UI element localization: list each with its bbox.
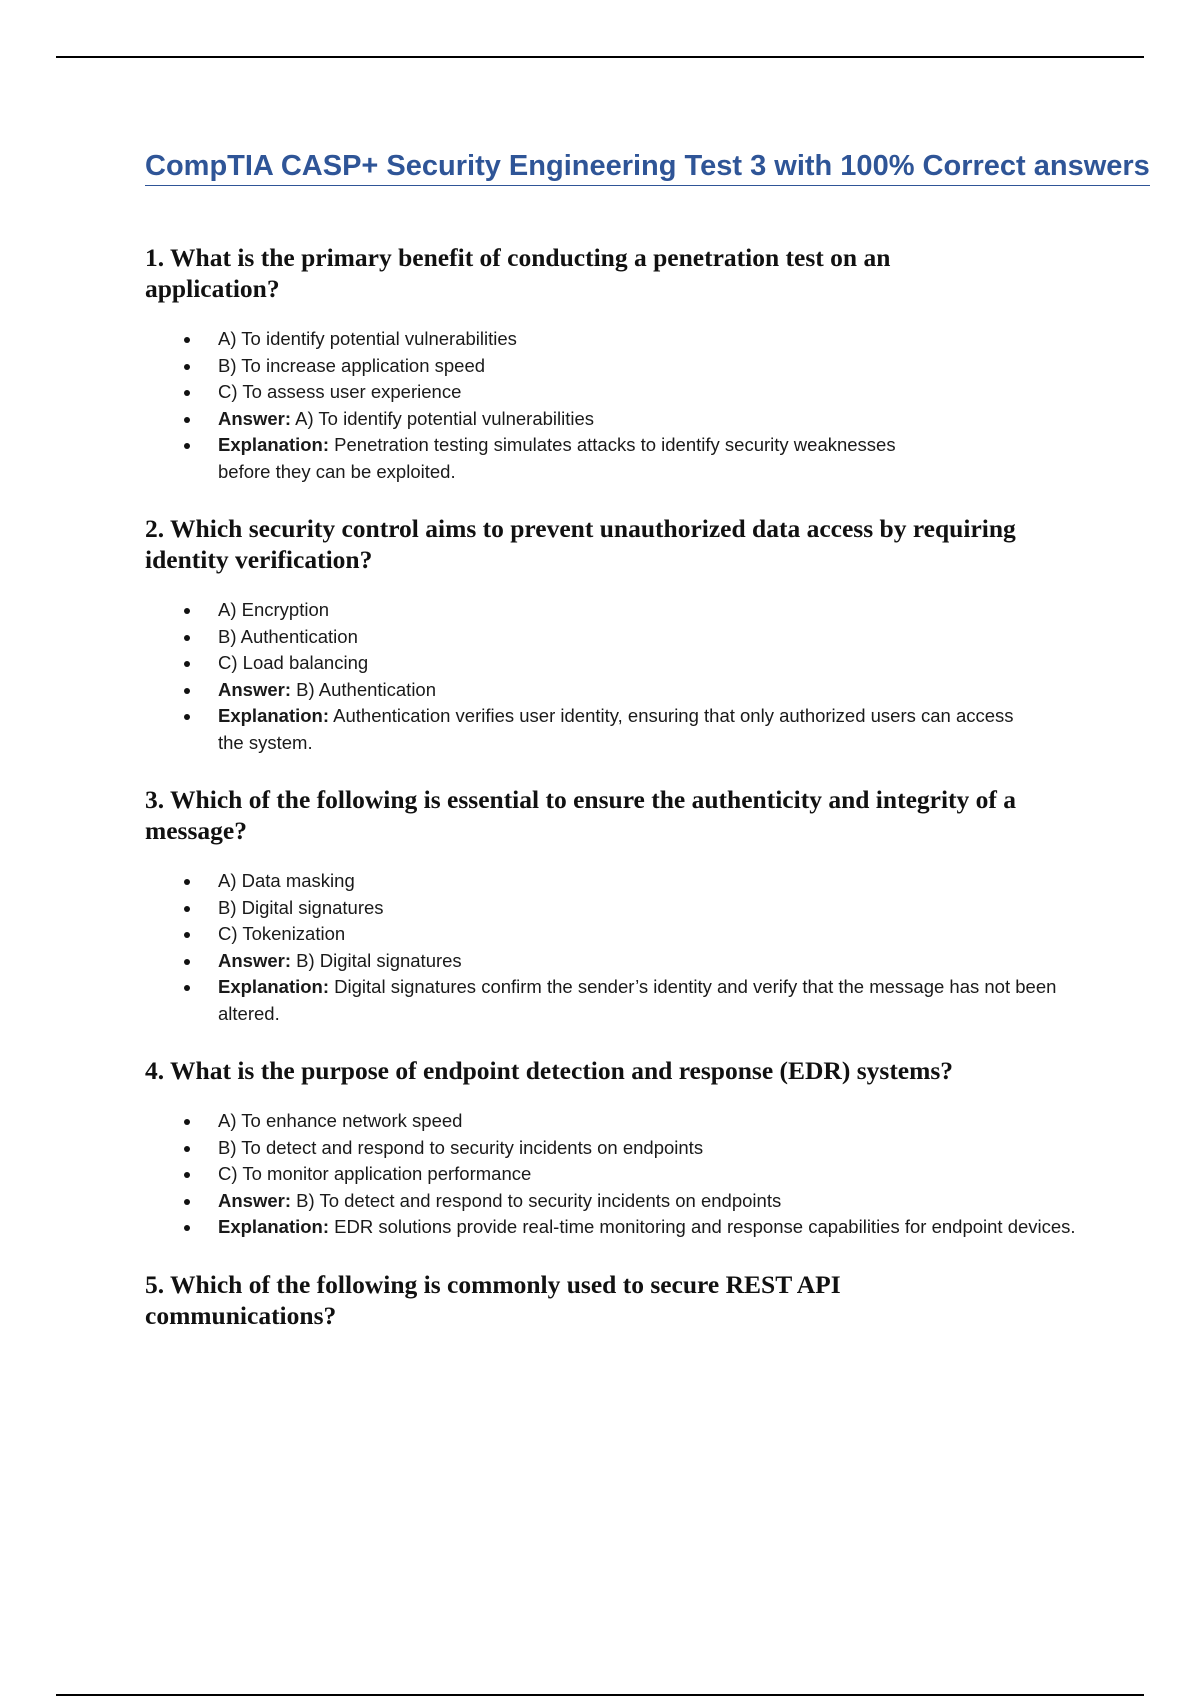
- question-text: What is the primary benefit of conducting a penetration test on an application?: [145, 243, 891, 303]
- bottom-divider: [56, 1694, 1144, 1696]
- document-title: CompTIA CASP+ Security Engineering Test 3 with 100% Correct answers: [145, 148, 1150, 186]
- explanation-label: Explanation:: [218, 976, 330, 997]
- bullet-icon: [184, 635, 190, 641]
- question-text: Which of the following is commonly used to secure REST API communications?: [145, 1269, 841, 1330]
- answer-item: [218, 406, 925, 433]
- question-heading: [145, 784, 1090, 846]
- question-block: [145, 1055, 1090, 1241]
- option-list: [145, 1108, 1090, 1241]
- option-list: [145, 326, 925, 485]
- bullet-icon: [184, 1225, 190, 1231]
- question-heading: [145, 1055, 1090, 1086]
- bullet-icon: [184, 985, 190, 991]
- bullet-icon: [184, 417, 190, 423]
- answer-item: [218, 1188, 1090, 1215]
- option-item: A) Data masking: [218, 868, 1090, 895]
- option-item: A) To identify potential vulnerabilities: [218, 326, 925, 353]
- explanation-item: [218, 703, 1090, 756]
- option-item: B) To increase application speed: [218, 353, 925, 380]
- question-block: [145, 784, 1090, 1027]
- explanation-item: [218, 432, 925, 485]
- bullet-icon: [184, 688, 190, 694]
- explanation-label: Explanation:: [218, 705, 330, 726]
- answer-label: Answer:: [218, 949, 291, 971]
- bullet-icon: [184, 608, 190, 614]
- question-number: 4 .: [145, 1056, 170, 1085]
- answer-item: [218, 677, 1090, 704]
- question-number: 2 .: [145, 514, 170, 543]
- explanation-item: [218, 1214, 1090, 1241]
- option-item: C) Load balancing: [218, 650, 1090, 677]
- explanation-label: Explanation:: [218, 1216, 330, 1237]
- bullet-icon: [184, 906, 190, 912]
- explanation-label: Explanation:: [218, 434, 330, 455]
- question-number: 1 .: [145, 243, 170, 272]
- option-item: C) To assess user experience: [218, 379, 925, 406]
- option-item: C) Tokenization: [218, 921, 1090, 948]
- answer-text: B) Authentication: [296, 678, 437, 700]
- bullet-icon: [184, 1172, 190, 1178]
- bullet-icon: [184, 932, 190, 938]
- explanation-item: [218, 974, 1090, 1027]
- question-text: Which security control aims to prevent unauthorized data access by requiring identity verification?: [145, 514, 1016, 574]
- bullet-icon: [184, 661, 190, 667]
- option-item: A) To enhance network speed: [218, 1108, 1090, 1135]
- question-number: 5 .: [145, 1270, 170, 1299]
- top-divider: [56, 56, 1144, 58]
- question-text: What is the purpose of endpoint detection and response (EDR) systems?: [170, 1056, 954, 1085]
- option-item: A) Encryption: [218, 597, 1090, 624]
- option-item: B) To detect and respond to security incidents on endpoints: [218, 1135, 1090, 1162]
- question-heading: [145, 1269, 925, 1331]
- bullet-icon: [184, 364, 190, 370]
- bullet-icon: [184, 1119, 190, 1125]
- question-block: [145, 1269, 925, 1331]
- question-heading: [145, 513, 1090, 575]
- explanation-text: Authentication verifies user identity, ensuring that only authorized users can access the system.: [218, 705, 1014, 753]
- bullet-icon: [184, 443, 190, 449]
- question-block: [145, 513, 1090, 756]
- answer-text: B) To detect and respond to security incidents on endpoints: [296, 1189, 782, 1211]
- option-item: B) Digital signatures: [218, 895, 1090, 922]
- answer-text: B) Digital signatures: [296, 949, 462, 971]
- option-list: [145, 597, 1090, 756]
- bullet-icon: [184, 959, 190, 965]
- bullet-icon: [184, 879, 190, 885]
- question-heading: [145, 242, 925, 304]
- answer-label: Answer:: [218, 1189, 291, 1211]
- answer-label: Answer:: [218, 678, 291, 700]
- answer-item: [218, 948, 1090, 975]
- question-block: [145, 242, 925, 485]
- option-item: B) Authentication: [218, 624, 1090, 651]
- bullet-icon: [184, 337, 190, 343]
- answer-text: A) To identify potential vulnerabilities: [295, 407, 595, 429]
- option-list: [145, 868, 1090, 1027]
- explanation-text: Digital signatures confirm the sender’s identity and verify that the message has not been altered.: [218, 976, 1057, 1024]
- explanation-text: EDR solutions provide real-time monitoring and response capabilities for endpoint devices.: [334, 1216, 1076, 1237]
- document-content: [145, 148, 1150, 1331]
- bullet-icon: [184, 714, 190, 720]
- bullet-icon: [184, 390, 190, 396]
- question-number: 3 .: [145, 785, 170, 814]
- question-text: Which of the following is essential to ensure the authenticity and integrity of a message?: [145, 785, 1017, 845]
- explanation-text: Penetration testing simulates attacks to identify security weaknesses before they can be exploited.: [218, 434, 896, 482]
- option-item: C) To monitor application performance: [218, 1161, 1090, 1188]
- bullet-icon: [184, 1199, 190, 1205]
- answer-label: Answer:: [218, 407, 291, 429]
- bullet-icon: [184, 1146, 190, 1152]
